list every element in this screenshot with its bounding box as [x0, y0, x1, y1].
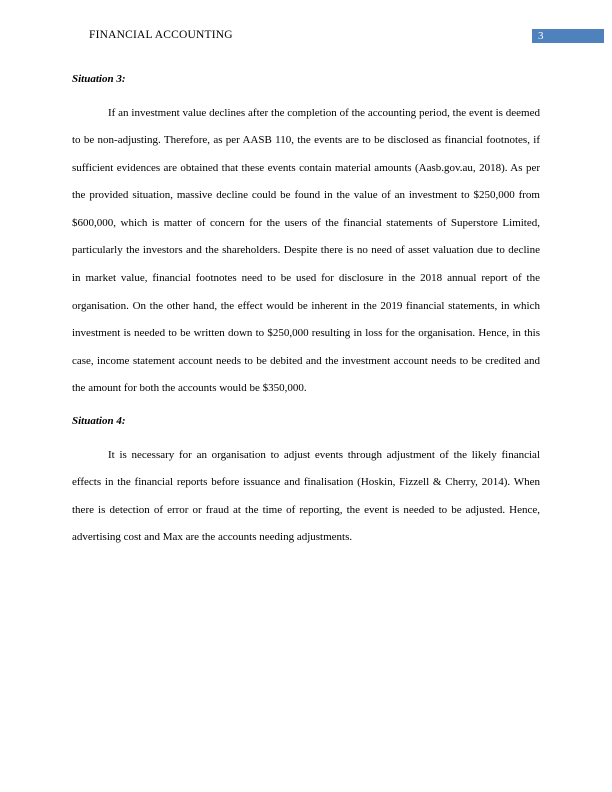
running-head: FINANCIAL ACCOUNTING: [89, 29, 233, 41]
body-content: [72, 66, 540, 557]
section-heading-situation-4: Situation 4:: [72, 415, 126, 428]
page-number: 3: [532, 29, 604, 43]
section-heading-situation-3: Situation 3:: [72, 73, 126, 85]
paragraph-situation-3: If an investment value declines after the completion of the accounting period, the event is deemed to be non-adjusting. Therefore, as per AASB 110, the events are to be disclosed as financial footnotes, if sufficient evidences are obtained that these events contain material amounts (Aasb.gov.au, 2018). As per the provided situation, massive decline could be found in the value of an investment to $250,000 from $600,000, which is matter of concern for the users of the financial statements of Superstore Limited, particularly the investors and the shareholders. Despite there is no need of asset valuation due to decline in market value, financial footnotes need to be used for disclosure in the 2018 annual report of the organisation. On the other hand, the effect would be inherent in the 2019 financial statements, in which investment is needed to be written down to $250,000 resulting in loss for the organisation. Hence, in this case, income statement account needs to be debited and the investment account needs to be credited and the amount for both the accounts would be $350,000.: [72, 106, 540, 395]
paragraph-situation-4: It is necessary for an organisation to adjust events through adjustment of the likely financial effects in the financial reports before issuance and finalisation (Hoskin, Fizzell & Cherry, 2014). When there is detection of error or fraud at the time of reporting, the event is needed to be adjusted. Hence, advertising cost and Max are the accounts needing adjustments.: [72, 448, 540, 544]
